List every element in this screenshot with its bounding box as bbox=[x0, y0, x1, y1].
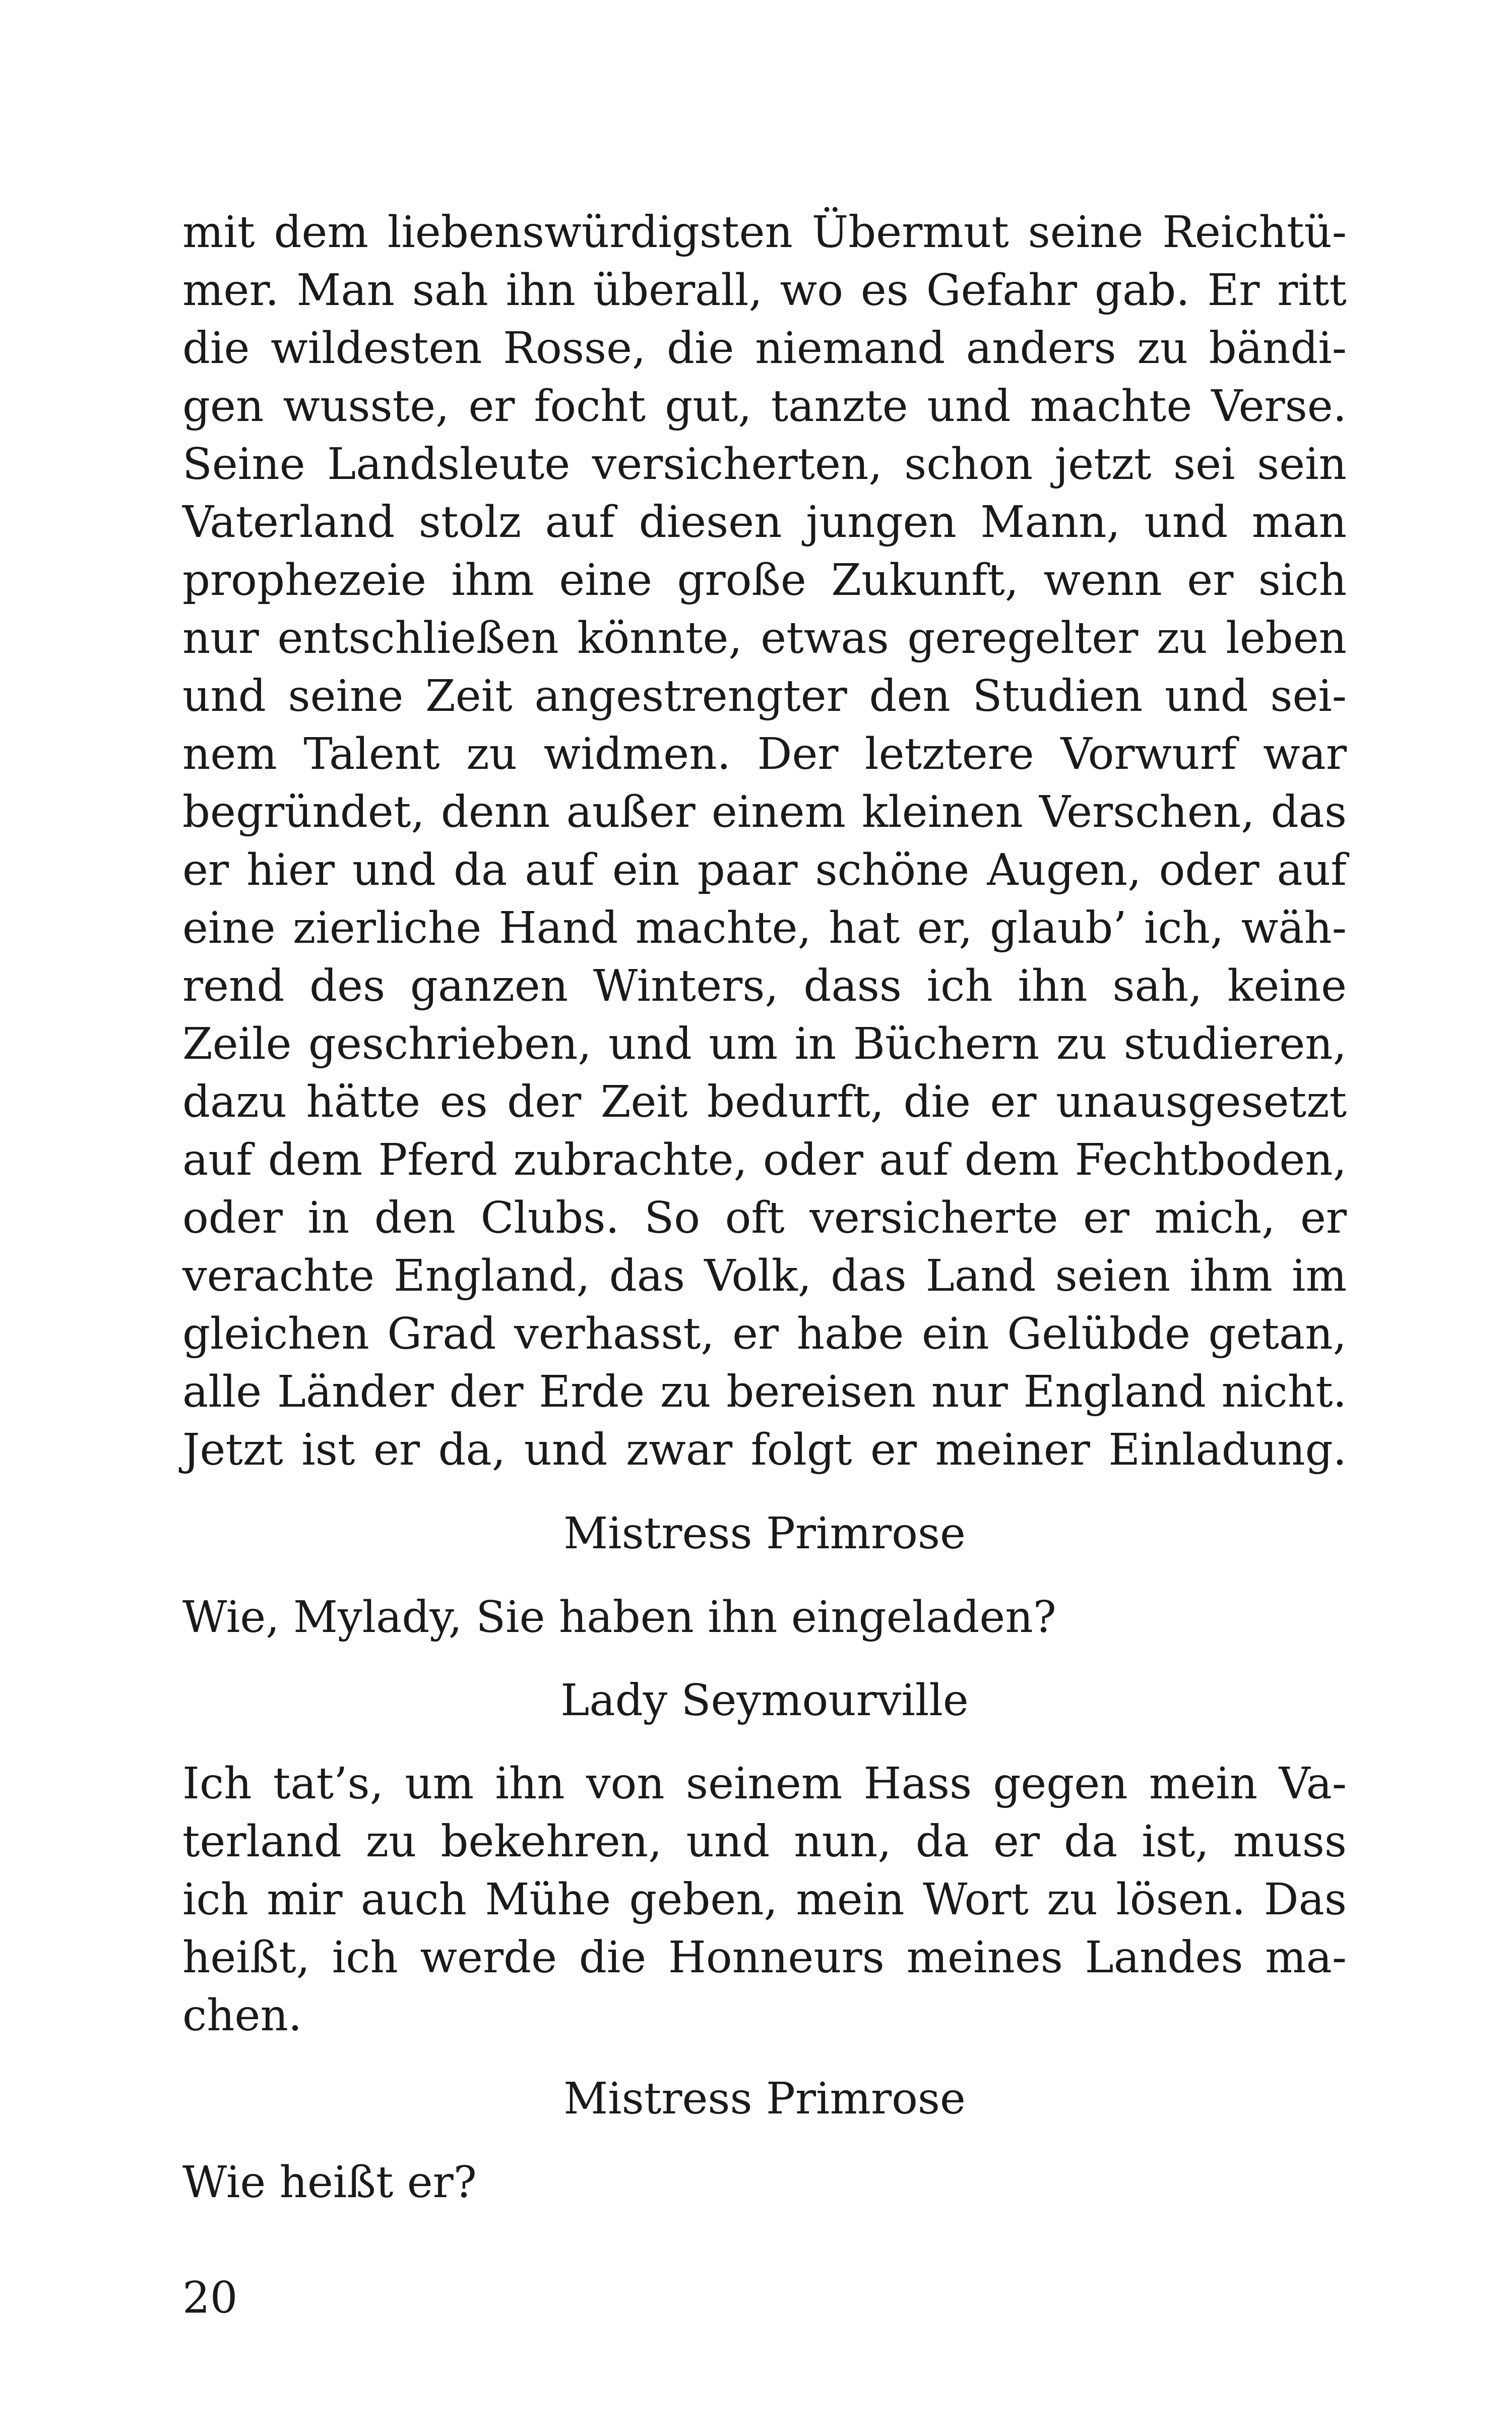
text-line: Seine Landsleute versicherten, schon jetzt sei sein bbox=[182, 439, 1347, 490]
text-line: die wildesten Rosse, die niemand anders zu bändi- bbox=[182, 323, 1347, 374]
text-line: eine zierliche Hand machte, hat er, glaub’ ich, wäh- bbox=[182, 903, 1347, 953]
text-line: Vaterland stolz auf diesen jungen Mann, und man bbox=[182, 497, 1347, 548]
text-line: begründet, denn außer einem kleinen Verschen, das bbox=[182, 787, 1347, 837]
text-line: Wie heißt er? bbox=[182, 2157, 477, 2208]
text-line: oder in den Clubs. So oft versicherte er mich, er bbox=[182, 1193, 1347, 1243]
text-line: chen. bbox=[182, 1990, 302, 2041]
text-line: Zeile geschrieben, und um in Büchern zu studieren, bbox=[182, 1019, 1347, 1069]
text-line: mer. Man sah ihn überall, wo es Gefahr gab. Er ritt bbox=[182, 265, 1347, 316]
text-line: terland zu bekehren, und nun, da er da ist, muss bbox=[182, 1817, 1347, 1867]
text-line: Ich tat’s, um ihn von seinem Hass gegen mein Va- bbox=[182, 1759, 1347, 1809]
text-line: nur entschließen könnte, etwas geregelter zu leben bbox=[182, 613, 1347, 663]
text-line: alle Länder der Erde zu bereisen nur England nicht. bbox=[182, 1367, 1347, 1417]
page-number: 20 bbox=[182, 2273, 238, 2323]
text-line: nem Talent zu widmen. Der letztere Vorwurf war bbox=[182, 729, 1347, 779]
text-line: gleichen Grad verhasst, er habe ein Gelübde getan, bbox=[182, 1309, 1347, 1359]
text-line: heißt, ich werde die Honneurs meines Landes ma- bbox=[182, 1932, 1347, 1983]
text-line: Jetzt ist er da, und zwar folgt er meiner Einladung. bbox=[182, 1425, 1347, 1475]
speaker-name: Lady Seymourville bbox=[560, 1675, 969, 1726]
speaker-name: Mistress Primrose bbox=[563, 2074, 966, 2124]
text-line: gen wusste, er focht gut, tanzte und machte Verse. bbox=[182, 381, 1347, 432]
text-line: mit dem liebenswürdigsten Übermut seine Reichtü- bbox=[182, 207, 1347, 258]
text-line: rend des ganzen Winters, dass ich ihn sah, keine bbox=[182, 961, 1347, 1011]
text-line: auf dem Pferd zubrachte, oder auf dem Fechtboden, bbox=[182, 1135, 1347, 1185]
text-line: ich mir auch Mühe geben, mein Wort zu lösen. Das bbox=[182, 1874, 1347, 1925]
text-line: Wie, Mylady, Sie haben ihn eingeladen? bbox=[182, 1592, 1056, 1643]
speaker-name: Mistress Primrose bbox=[563, 1508, 966, 1559]
text-line: dazu hätte es der Zeit bedurft, die er unausgesetzt bbox=[182, 1077, 1347, 1127]
text-line: verachte England, das Volk, das Land seien ihm im bbox=[182, 1251, 1347, 1301]
text-line: er hier und da auf ein paar schöne Augen, oder auf bbox=[182, 845, 1347, 895]
text-line: prophezeie ihm eine große Zukunft, wenn er sich bbox=[182, 555, 1347, 606]
text-line: und seine Zeit angestrengter den Studien und sei- bbox=[182, 671, 1347, 721]
